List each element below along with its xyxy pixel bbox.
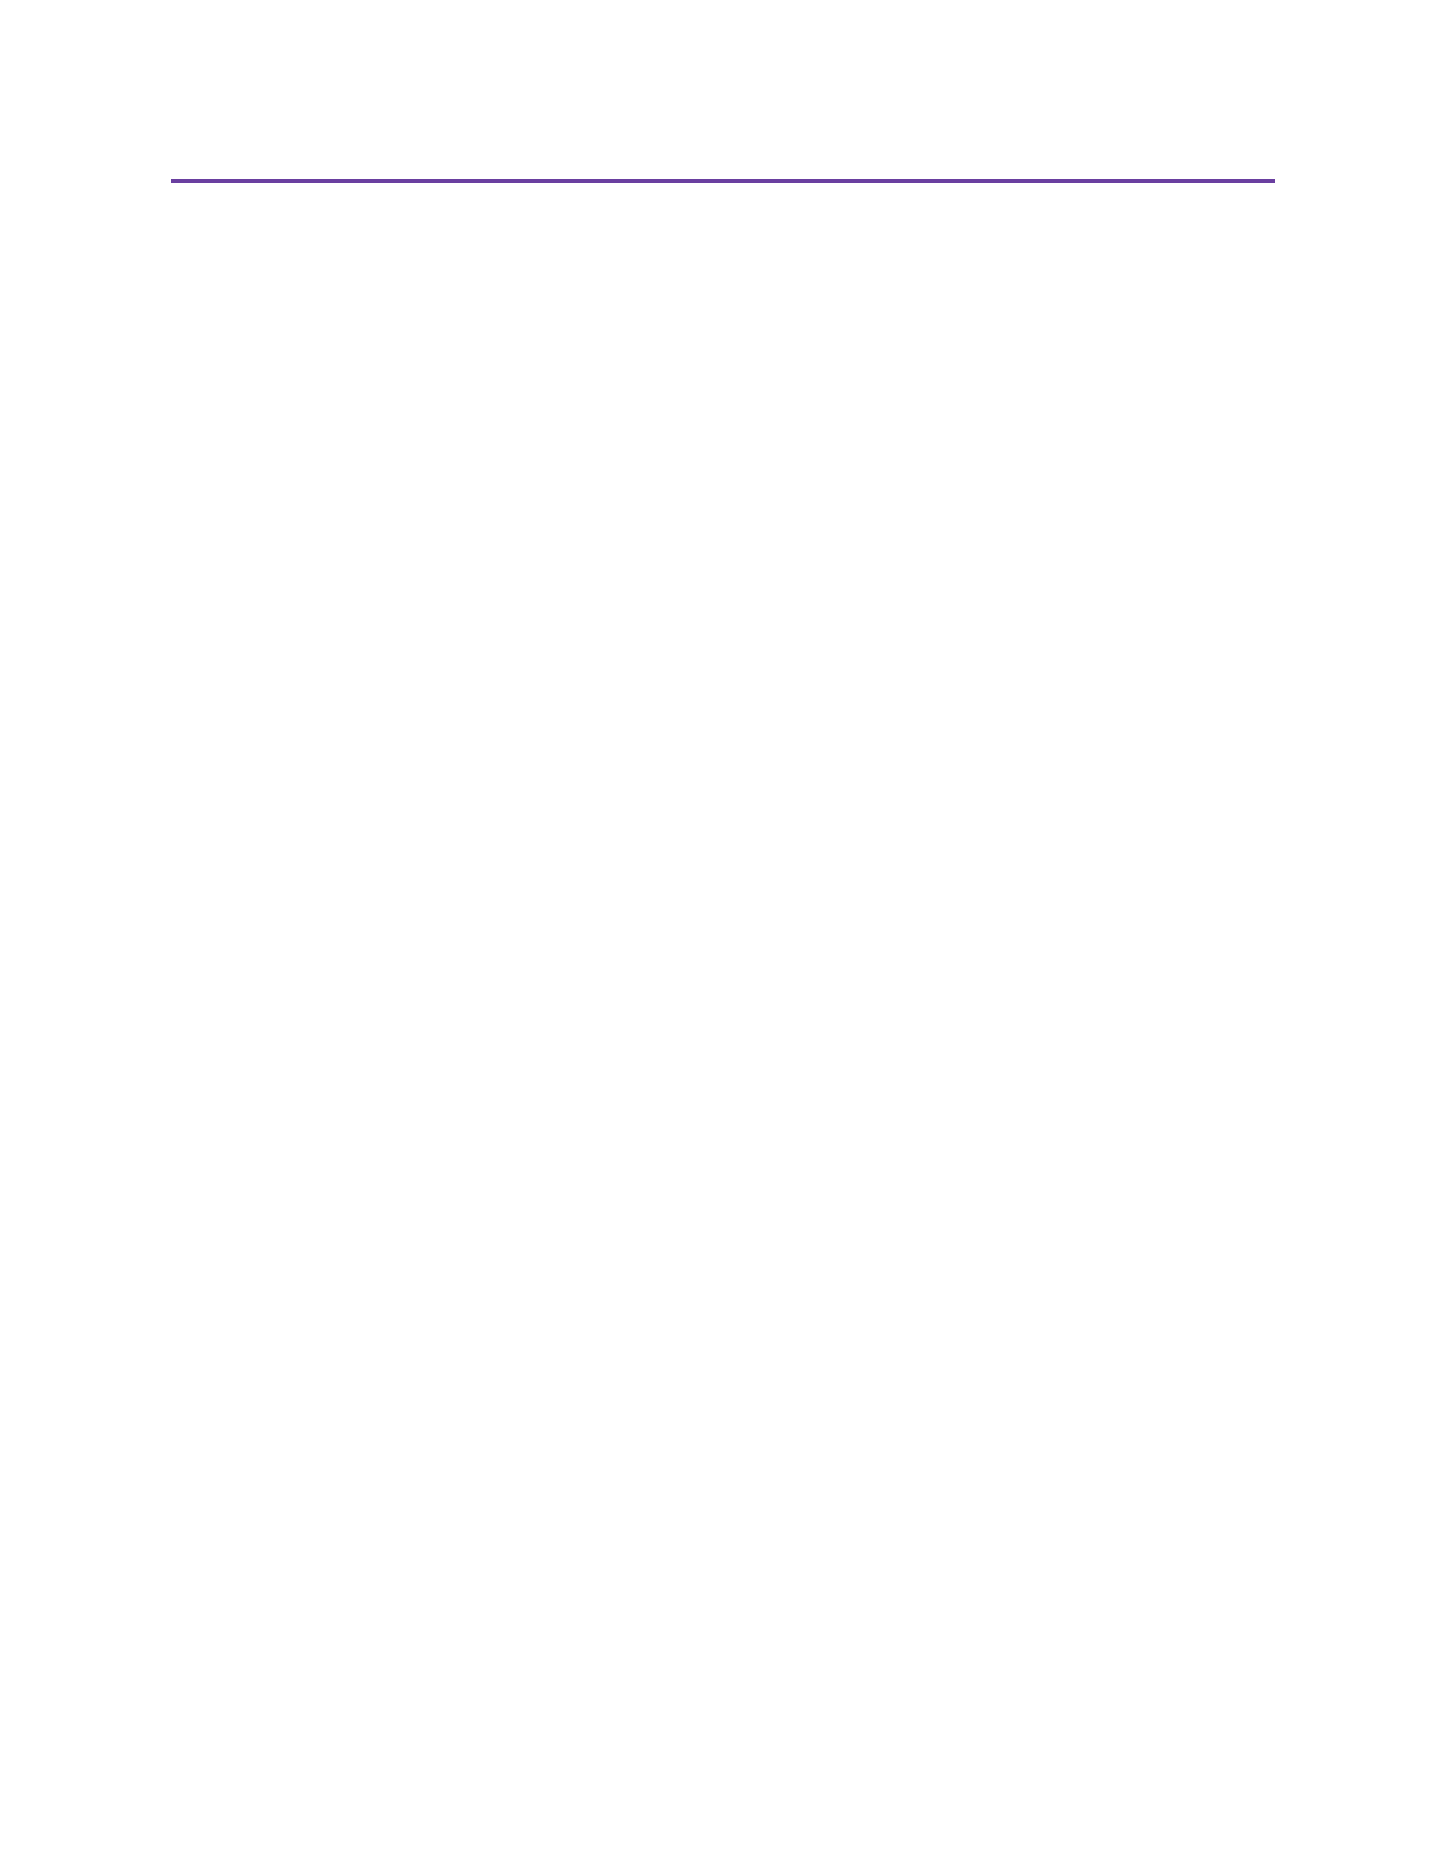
mazuri-logo (0, 58, 1445, 80)
section-divider (171, 179, 1275, 183)
document-body (171, 171, 1275, 191)
